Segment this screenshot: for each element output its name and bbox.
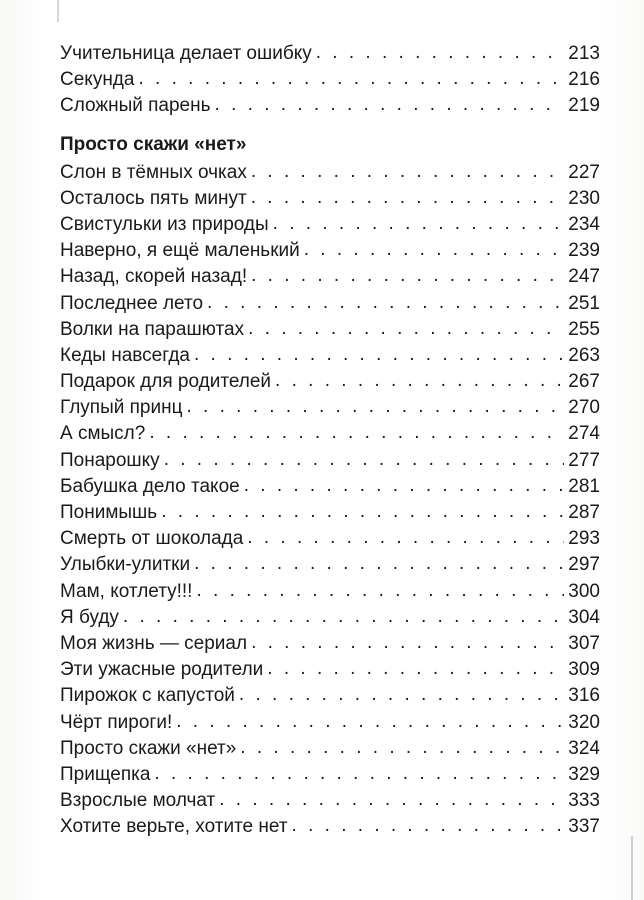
toc-entry-page: 216: [568, 69, 600, 91]
toc-entry: [60, 526, 600, 552]
section-heading: Просто скажи «нет»: [60, 133, 247, 155]
page-edge-mark-bottom: [631, 836, 633, 900]
toc-entry-title: Понимышь: [60, 502, 158, 523]
dot-leader: [161, 499, 564, 525]
toc-entry: [60, 264, 600, 290]
dot-leader: [267, 656, 564, 682]
dot-leader: [207, 290, 564, 316]
toc-entry-page: 213: [568, 43, 600, 64]
dot-leader: [187, 394, 565, 420]
dot-leader: [275, 368, 564, 394]
toc-entry-title: Назад, скорей назад!: [60, 266, 248, 288]
toc-entry-page: 297: [568, 554, 600, 576]
toc-entry: [60, 160, 600, 186]
dot-leader: [196, 578, 564, 604]
toc-entry-page: 239: [568, 240, 600, 262]
toc-entry-page: 287: [568, 502, 600, 523]
dot-leader: [194, 551, 564, 577]
dot-leader: [247, 525, 564, 551]
toc-entry-page: 234: [568, 213, 600, 235]
toc-entry: [60, 212, 600, 238]
toc-entry-page: 251: [568, 292, 600, 314]
toc-entry: [60, 67, 600, 93]
dot-leader: [251, 159, 564, 185]
toc-entry-title: Прищепка: [60, 763, 151, 785]
toc-entry-title: Смерть от шоколада: [60, 528, 244, 550]
toc-entry: [60, 41, 600, 67]
toc-entry: [60, 291, 600, 317]
toc-entry-page: 316: [568, 685, 600, 707]
toc-entry-title: Понарошку: [60, 449, 160, 471]
toc-entry-title: Я буду: [60, 606, 119, 628]
toc-entry-page: 333: [568, 790, 600, 812]
toc-entry-title: Просто скажи «нет»: [60, 737, 237, 759]
dot-leader: [154, 761, 564, 787]
toc-entry: [60, 93, 600, 119]
dot-leader: [149, 420, 564, 446]
toc-entry-title: Свистульки из природы: [60, 213, 269, 235]
toc-section-group: [60, 160, 600, 841]
toc-entry: [60, 605, 600, 631]
toc-entry-title: Учительница делает ошибку: [60, 43, 312, 64]
toc-entry: [60, 421, 600, 447]
toc-entry: [60, 238, 600, 264]
toc-entry-title: Подарок для родителей: [60, 371, 272, 393]
dot-leader: [176, 709, 564, 735]
toc-entry-page: 270: [568, 397, 600, 419]
toc-entry: [60, 788, 600, 814]
toc-entry: [60, 343, 600, 369]
toc-entry: [60, 579, 600, 605]
toc-entry-page: 300: [568, 580, 600, 602]
toc-entry-page: 324: [568, 737, 600, 759]
toc-entry-title: Моя жизнь — сериал: [60, 632, 248, 654]
toc-entry-title: Взрослые молчат: [60, 790, 216, 812]
toc-entry-title: Мам, котлету!!!: [60, 580, 193, 602]
toc-entry-page: 304: [568, 606, 600, 628]
dot-leader: [316, 40, 565, 66]
toc-entry: [60, 317, 600, 343]
toc-entry-title: Чёрт пироги!: [60, 711, 173, 733]
toc-entry-page: 329: [568, 763, 600, 785]
dot-leader: [251, 630, 564, 656]
toc-entry: [60, 369, 600, 395]
toc-entry: [60, 631, 600, 657]
toc-entry: [60, 683, 600, 709]
dot-leader: [304, 237, 565, 263]
dot-leader: [244, 473, 565, 499]
toc-entry: [60, 186, 600, 212]
toc-entry-page: 337: [568, 816, 600, 838]
toc-entry-title: Осталось пять минут: [60, 187, 247, 209]
toc-entry: [60, 814, 600, 840]
table-of-contents: [60, 41, 600, 840]
toc-entry-title: Эти ужасные родители: [60, 659, 264, 681]
dot-leader: [164, 447, 565, 473]
toc-entry-page: 320: [568, 711, 600, 733]
toc-entry-title: Кеды навсегда: [60, 344, 190, 366]
toc-entry-title: Наверно, я ещё маленький: [60, 240, 300, 262]
toc-entry-title: Улыбки-улитки: [60, 554, 191, 576]
dot-leader: [292, 813, 565, 839]
toc-entry-page: 277: [568, 449, 600, 471]
toc-entry: [60, 395, 600, 421]
toc-entry-page: 230: [568, 187, 600, 209]
toc-entry: [60, 500, 600, 526]
toc-entry-title: Волки на парашютах: [60, 318, 245, 340]
toc-entry-title: Хотите верьте, хотите нет: [60, 816, 288, 838]
toc-entry-page: 309: [568, 659, 600, 681]
toc-entry-title: Сложный парень: [60, 95, 211, 117]
toc-entry-page: 255: [568, 318, 600, 340]
toc-entry-page: 281: [568, 475, 600, 497]
toc-entry-page: 307: [568, 632, 600, 654]
toc-entry-page: 247: [568, 266, 600, 288]
toc-entry-title: Слон в тёмных очках: [60, 161, 247, 183]
dot-leader: [219, 787, 564, 813]
dot-leader: [215, 92, 565, 118]
toc-entry: [60, 474, 600, 500]
toc-entry-title: Глупый принц: [60, 397, 183, 419]
toc-entry-title: Секунда: [60, 69, 135, 91]
toc-entry: [60, 710, 600, 736]
dot-leader: [123, 604, 564, 630]
toc-entry-page: 293: [568, 528, 600, 550]
toc-top-group: [60, 41, 600, 120]
toc-entry: [60, 448, 600, 474]
page-edge-mark-top: [57, 0, 59, 22]
toc-entry: [60, 552, 600, 578]
toc-entry-title: Бабушка дело такое: [60, 475, 240, 497]
dot-leader: [248, 316, 564, 342]
toc-entry-page: 219: [568, 95, 600, 117]
dot-leader: [138, 66, 564, 92]
dot-leader: [239, 682, 564, 708]
dot-leader: [273, 211, 565, 237]
toc-entry: [60, 657, 600, 683]
toc-entry-title: Пирожок с капустой: [60, 685, 235, 707]
dot-leader: [251, 263, 564, 289]
toc-entry: [60, 736, 600, 762]
toc-entry-title: Последнее лето: [60, 292, 204, 314]
toc-entry-page: 267: [568, 371, 600, 393]
dot-leader: [251, 185, 565, 211]
toc-entry: [60, 762, 600, 788]
toc-entry-page: 227: [568, 161, 600, 183]
toc-entry-title: А смысл?: [60, 423, 146, 445]
dot-leader: [194, 342, 564, 368]
dot-leader: [240, 735, 564, 761]
toc-entry-page: 274: [568, 423, 600, 445]
toc-entry-page: 263: [568, 344, 600, 366]
